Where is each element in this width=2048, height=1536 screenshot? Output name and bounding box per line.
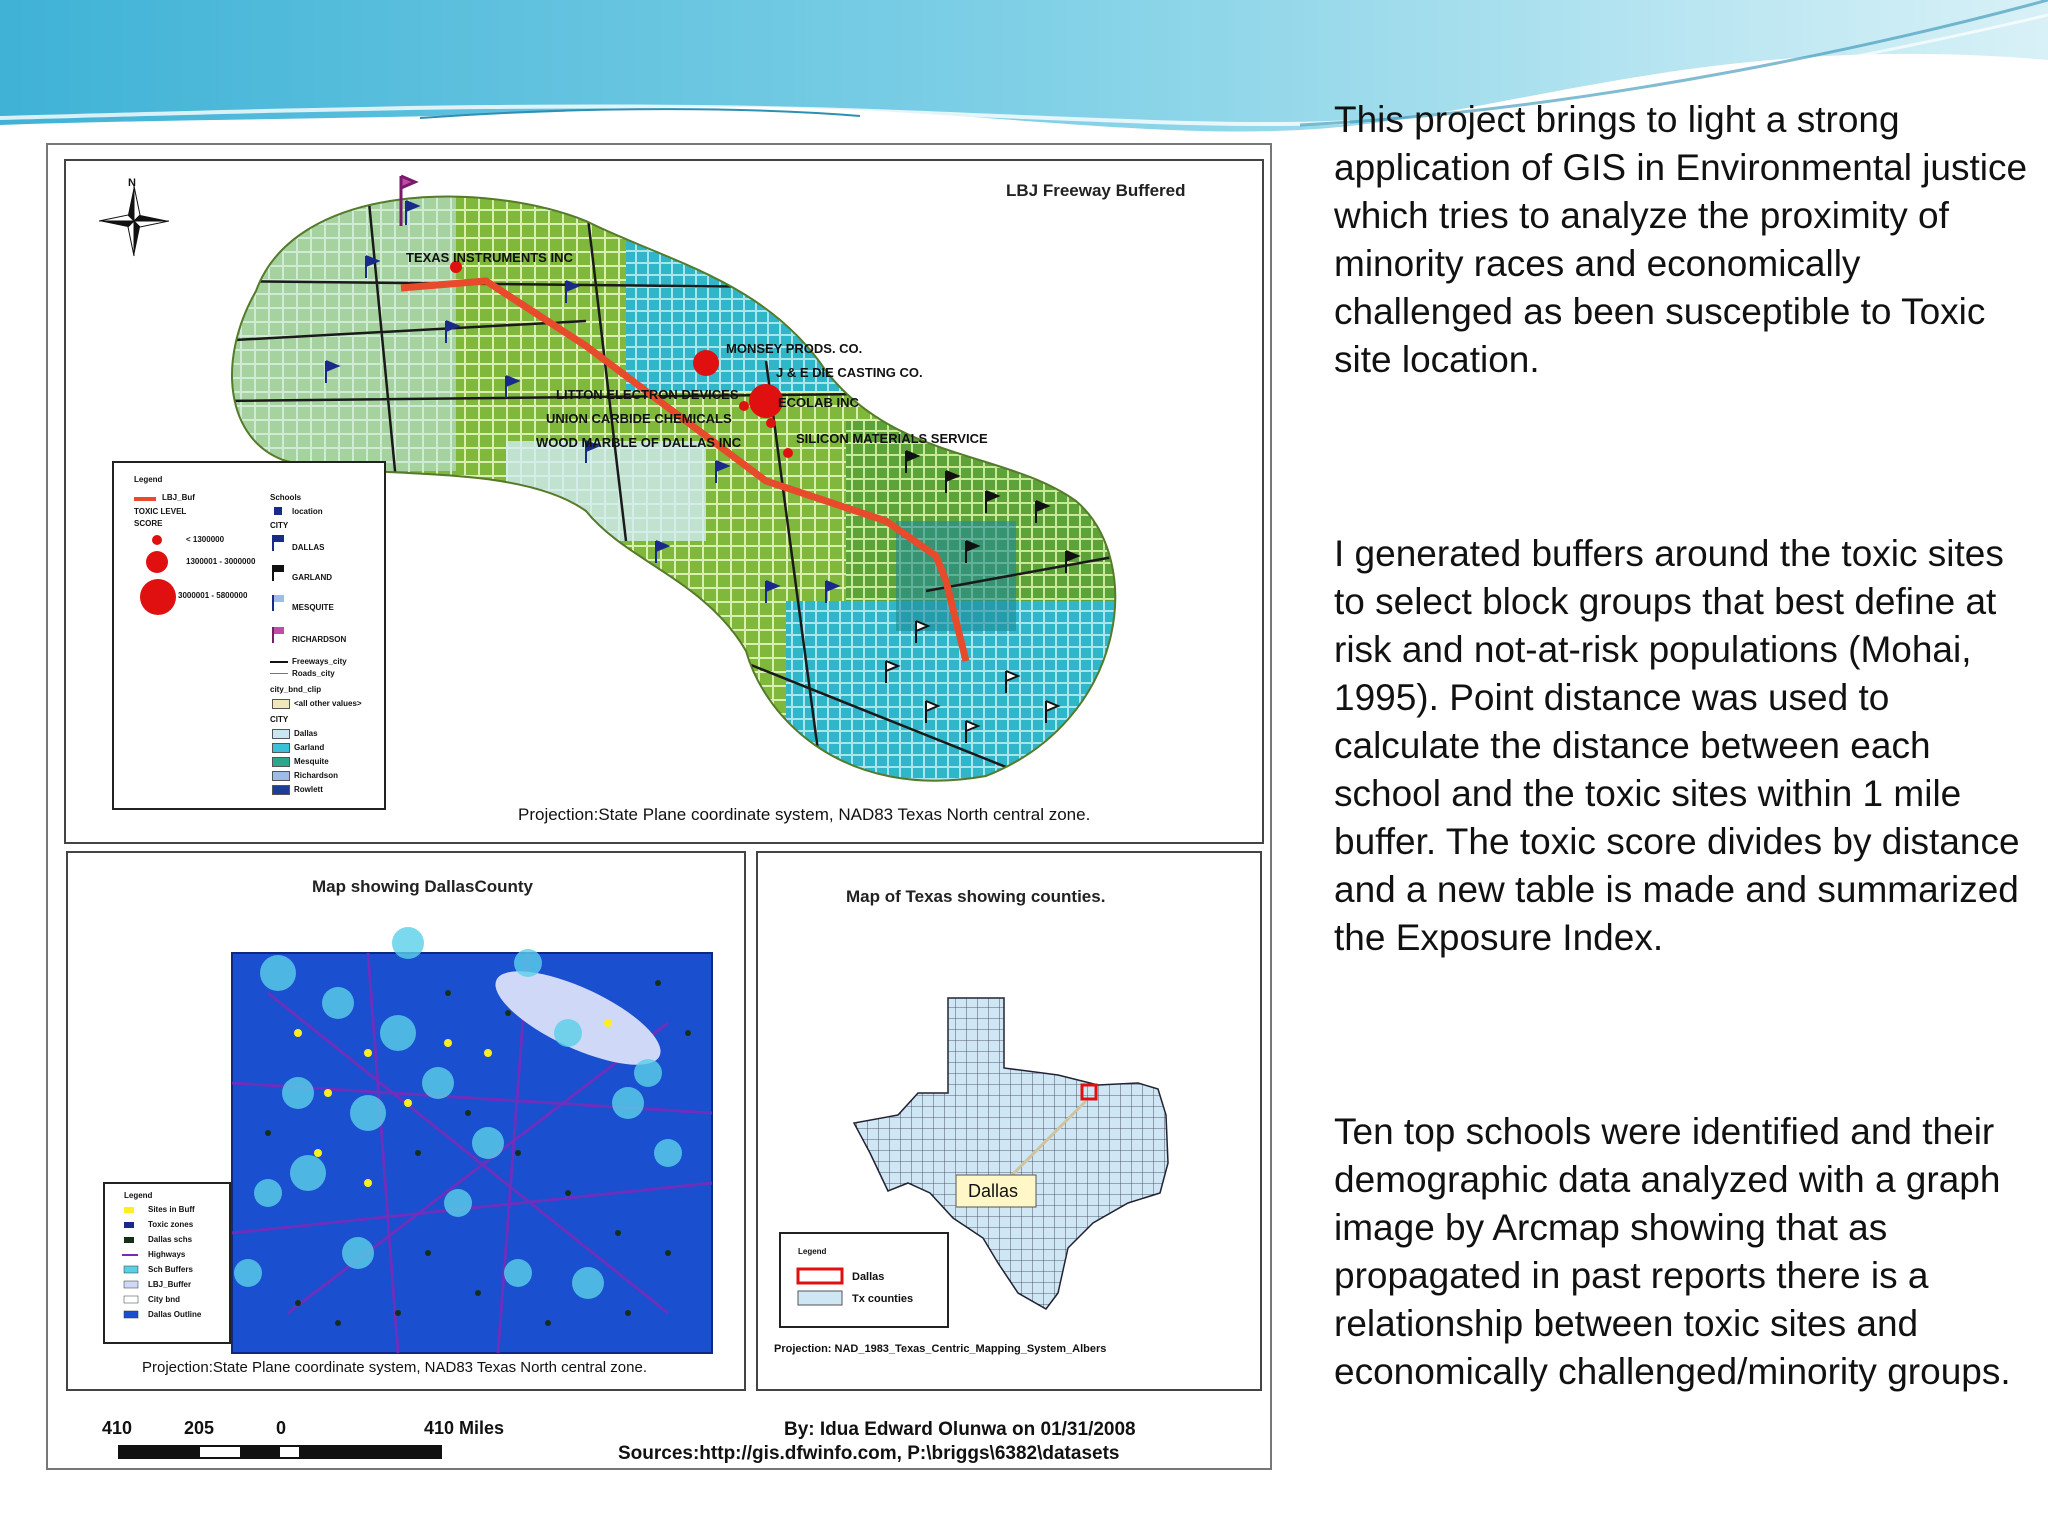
county-legend-item: LBJ_Buffer bbox=[148, 1280, 192, 1289]
legend-bnd-city: Rowlett bbox=[294, 785, 323, 794]
legend-school-city: MESQUITE bbox=[292, 603, 334, 612]
description-paragraph-1: This project brings to light a strong application of GIS in Environmental justice which tries to analyze the proximity of minority races and economically challenged as been susceptible to Toxic site location. bbox=[1334, 99, 2028, 380]
county-legend-item: Toxic zones bbox=[148, 1220, 194, 1229]
dallas-county-map bbox=[66, 851, 746, 1391]
legend-bnd-city: Richardson bbox=[294, 771, 339, 780]
site-label: TEXAS INSTRUMENTS INC bbox=[406, 250, 573, 265]
scale-label: 205 bbox=[184, 1418, 215, 1438]
legend-color-swatch bbox=[272, 729, 290, 739]
author-credit: By: Idua Edward Olunwa on 01/31/2008 bbox=[784, 1419, 1136, 1440]
toxic-site-marker bbox=[766, 418, 776, 428]
legend-bnd-city: Dallas bbox=[294, 729, 318, 738]
site-label: SILICON MATERIALS SERVICE bbox=[796, 431, 988, 446]
legend-line-label: LBJ_Buf bbox=[162, 493, 195, 502]
main-map-projection: Projection:State Plane coordinate system, NAD83 Texas North central zone. bbox=[518, 805, 1091, 824]
scale-label: 410 Miles bbox=[424, 1418, 505, 1438]
sources-credit: Sources:http://gis.dfwinfo.com, P:\briggs\6382\datasets bbox=[618, 1443, 1120, 1464]
texas-counties-map bbox=[756, 851, 1262, 1391]
legend-school-city: GARLAND bbox=[292, 573, 332, 582]
site-label: MONSEY PRODS. CO. bbox=[726, 341, 863, 356]
toxic-site-marker bbox=[693, 350, 719, 376]
legend-school-location: location bbox=[292, 507, 323, 516]
main-map-title: LBJ Freeway Buffered bbox=[1006, 181, 1186, 200]
project-description bbox=[1334, 96, 2034, 1396]
legend-bnd-city: Garland bbox=[294, 743, 325, 752]
county-legend-item: City bnd bbox=[148, 1295, 180, 1304]
legend-toxic-title: TOXIC LEVEL bbox=[134, 507, 187, 516]
legend-toxic-swatch-medium bbox=[146, 551, 168, 573]
legend-color-swatch bbox=[272, 771, 290, 781]
legend-color-swatch bbox=[272, 757, 290, 767]
description-paragraph-3: Ten top schools were identified and their demographic data analyzed with a graph image by Arcmap showing that as propagated in past reports there is a relationship between toxic sites and economically challenged/minority groups. bbox=[1334, 1111, 2011, 1392]
toxic-site-marker bbox=[739, 401, 749, 411]
main-map-legend bbox=[112, 461, 386, 810]
legend-score-title: SCORE bbox=[134, 519, 163, 528]
texas-legend-title: Legend bbox=[798, 1247, 827, 1256]
legend-flag-icon bbox=[272, 595, 286, 611]
legend-school-city: DALLAS bbox=[292, 543, 325, 552]
texas-legend-item: Tx counties bbox=[852, 1293, 914, 1305]
legend-color-swatch bbox=[272, 785, 290, 795]
texas-map-graphic bbox=[758, 853, 1260, 1389]
legend-color-swatch bbox=[272, 743, 290, 753]
county-map-projection: Projection:State Plane coordinate system, NAD83 Texas North central zone. bbox=[142, 1359, 647, 1376]
county-legend-item: Dallas Outline bbox=[148, 1310, 202, 1319]
legend-toxic-class: < 1300000 bbox=[186, 535, 225, 544]
legend-city-title: CITY bbox=[270, 521, 289, 530]
legend-toxic-swatch-small bbox=[152, 535, 162, 545]
legend-school-location-swatch bbox=[274, 507, 282, 515]
legend-line-label: Roads_city bbox=[292, 669, 335, 678]
site-label: J & E DIE CASTING CO. bbox=[776, 365, 923, 380]
legend-bnd-other: <all other values> bbox=[294, 699, 362, 708]
county-map-graphic bbox=[68, 853, 744, 1389]
legend-toxic-class: 3000001 - 5800000 bbox=[178, 591, 248, 600]
legend-line-swatch bbox=[270, 661, 288, 663]
description-paragraph-2: I generated buffers around the toxic sites to select block groups that best define at risk and not-at-risk populations (Mohai, 1995). Point distance was used to calculate the distance between each school and the toxic sites within 1 mile buffer. The toxic score divides by distance and a new table is made and summarized the Exposure Index. bbox=[1334, 533, 2020, 958]
texas-map-title: Map of Texas showing counties. bbox=[846, 887, 1106, 906]
legend-bnd-city-title: CITY bbox=[270, 715, 289, 724]
toxic-site-marker bbox=[783, 448, 793, 458]
legend-school-city: RICHARDSON bbox=[292, 635, 347, 644]
county-legend-item: Sites in Buff bbox=[148, 1205, 195, 1214]
county-map-title: Map showing DallasCounty bbox=[312, 877, 534, 896]
legend-toxic-swatch-large bbox=[140, 579, 176, 615]
legend-flag-icon bbox=[272, 535, 286, 551]
county-legend-title: Legend bbox=[124, 1191, 153, 1200]
legend-title: Legend bbox=[134, 475, 163, 484]
site-label: UNION CARBIDE CHEMICALS bbox=[546, 411, 732, 426]
county-legend-item: Highways bbox=[148, 1250, 186, 1259]
legend-bnd-city: Mesquite bbox=[294, 757, 329, 766]
lbj-buffer-map bbox=[64, 159, 1264, 844]
legend-color-swatch bbox=[272, 699, 290, 709]
county-legend-item: Sch Buffers bbox=[148, 1265, 193, 1274]
dallas-callout: Dallas bbox=[968, 1181, 1019, 1201]
scale-label: 0 bbox=[276, 1418, 287, 1438]
site-label: WOOD MARBLE OF DALLAS INC bbox=[536, 435, 742, 450]
texas-map-projection: Projection: NAD_1983_Texas_Centric_Mapping_System_Albers bbox=[774, 1343, 1107, 1355]
county-legend-item: Dallas schs bbox=[148, 1235, 193, 1244]
legend-toxic-class: 1300001 - 3000000 bbox=[186, 557, 256, 566]
legend-line-label: Freeways_city bbox=[292, 657, 347, 666]
texas-legend-item: Dallas bbox=[852, 1271, 885, 1283]
north-arrow-icon bbox=[99, 186, 169, 256]
legend-schools-title: Schools bbox=[270, 493, 302, 502]
legend-line-swatch bbox=[270, 673, 288, 674]
map-poster bbox=[46, 143, 1272, 1470]
legend-flag-icon bbox=[272, 627, 286, 643]
north-label: N bbox=[128, 177, 136, 189]
legend-flag-icon bbox=[272, 565, 286, 581]
scale-bar bbox=[118, 1445, 442, 1459]
legend-bnd-title: city_bnd_clip bbox=[270, 685, 322, 694]
site-label: LITTON ELECTRON DEVICES bbox=[556, 387, 739, 402]
scale-label: 410 bbox=[102, 1418, 133, 1438]
site-label: ECOLAB INC bbox=[778, 395, 859, 410]
legend-line-swatch bbox=[134, 497, 156, 501]
